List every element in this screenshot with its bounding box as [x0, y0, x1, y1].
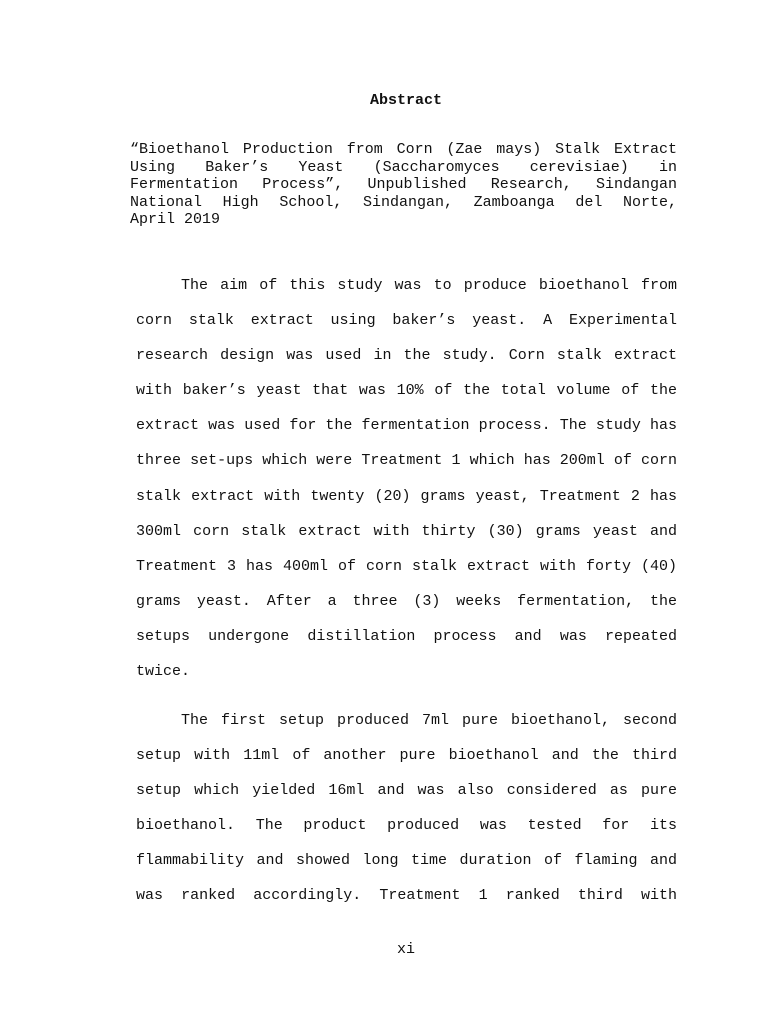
paragraph-line: with baker’s yeast that was 10% of the total volume of the: [136, 382, 677, 400]
paragraph-line: corn stalk extract using baker’s yeast. A Experimental: [136, 312, 677, 330]
citation-block: [130, 141, 677, 229]
paragraph-line: extract was used for the fermentation process. The study has: [136, 417, 677, 435]
citation-line: Fermentation Process”, Unpublished Research, Sindangan: [130, 176, 677, 194]
paragraph-line: twice.: [136, 663, 191, 681]
paragraph-line: setups undergone distillation process and was repeated: [136, 627, 677, 645]
page-number: xi: [396, 941, 415, 958]
body-paragraph-1: [136, 277, 677, 698]
paragraph-line: Treatment 3 has 400ml of corn stalk extract with forty (40): [136, 557, 677, 575]
citation-line: April 2019: [130, 211, 221, 229]
paragraph-line: flammability and showed long time duration of flaming and: [136, 852, 677, 870]
citation-line: “Bioethanol Production from Corn (Zae mays) Stalk Extract: [130, 141, 677, 158]
body-paragraph-2: [136, 712, 677, 923]
paragraph-line: was ranked accordingly. Treatment 1 ranked third with: [136, 887, 677, 905]
paragraph-line: setup with 11ml of another pure bioethanol and the third: [136, 747, 677, 765]
paragraph-line: setup which yielded 16ml and was also considered as pure: [136, 782, 677, 800]
paragraph-line: research design was used in the study. Corn stalk extract: [136, 347, 677, 365]
abstract-heading: Abstract: [369, 92, 442, 109]
citation-line: National High School, Sindangan, Zamboanga del Norte,: [130, 193, 677, 211]
paragraph-line: three set-ups which were Treatment 1 which has 200ml of corn: [136, 452, 677, 470]
paragraph-line: stalk extract with twenty (20) grams yeast, Treatment 2 has: [136, 487, 677, 505]
citation-line: Using Baker’s Yeast (Saccharomyces cerevisiae) in: [130, 158, 677, 176]
paragraph-line: grams yeast. After a three (3) weeks fermentation, the: [136, 592, 677, 610]
paragraph-line: bioethanol. The product produced was tested for its: [136, 817, 677, 835]
paragraph-line: 300ml corn stalk extract with thirty (30) grams yeast and: [136, 522, 677, 540]
paragraph-line: The first setup produced 7ml pure bioethanol, second: [181, 712, 677, 729]
paragraph-line: The aim of this study was to produce bioethanol from: [181, 277, 677, 294]
